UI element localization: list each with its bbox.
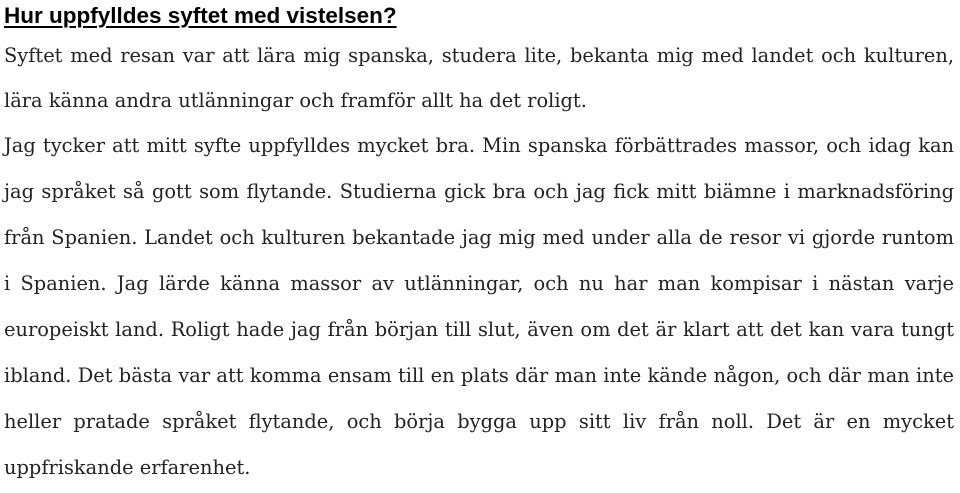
section-heading: Hur uppfylldes syftet med vistelsen? [4,3,397,28]
paragraph-fulfillment: Jag tycker att mitt syfte uppfylldes mycket bra. Min spanska förbättrades massor, och idag kan jag språket så gott som flytande. Studierna gick bra och jag fick mitt biämne i marknadsföring från Spanien. Landet och kulturen bekantade jag mig med under alla de resor vi gjorde runtom i Spanien. Jag lärde känna massor av utlänningar, och nu har man kompisar i nästan varje europeiskt land. Roligt hade jag från början till slut, även om det är klart att det kan vara tungt ibland. Det bästa var att komma ensam till en plats där man inte kände någon, och där man inte heller pratade språket flytande, och börja bygga upp sitt liv från noll. Det är en mycket uppfriskande erfarenhet. [4,134,954,479]
paragraph-purpose: Syftet med resan var att lära mig spanska, studera lite, bekanta mig med landet och kulturen, lära känna andra utlänningar och framför allt ha det roligt. [4,44,954,112]
